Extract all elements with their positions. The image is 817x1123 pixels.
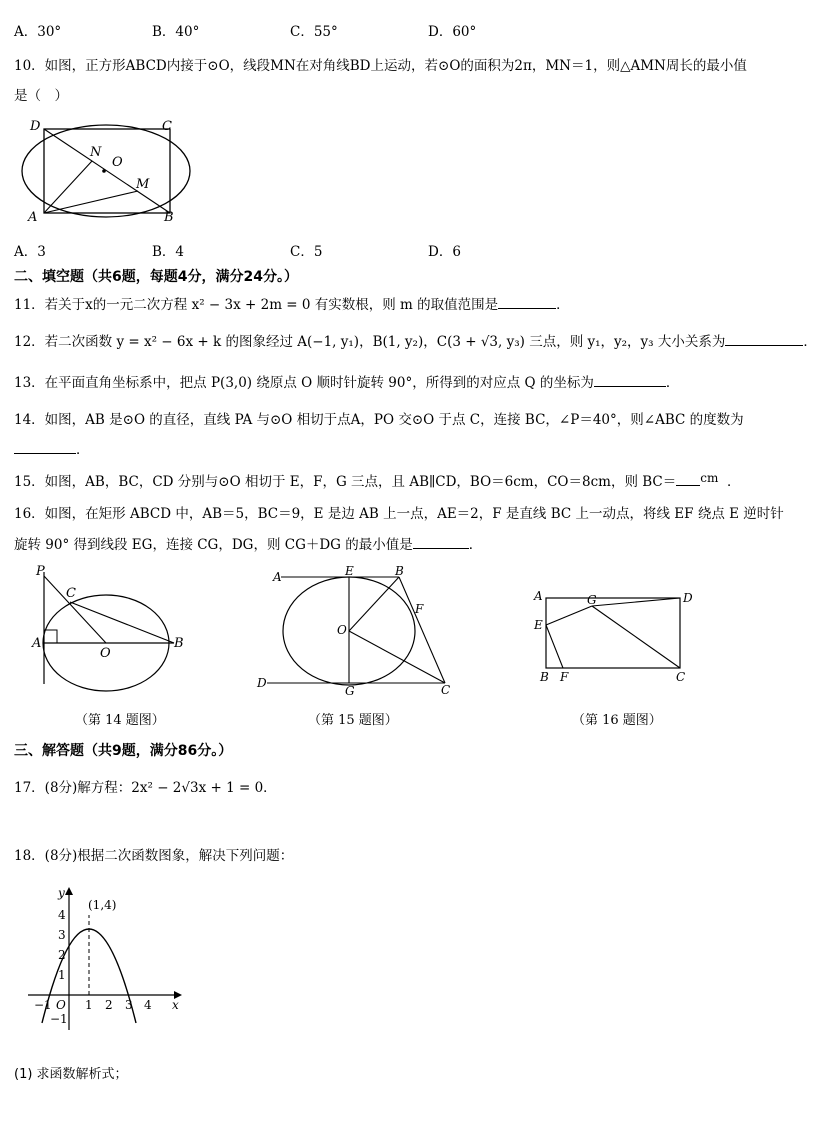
q9-option-b: B．40°	[152, 24, 200, 40]
q10-circle	[22, 125, 190, 217]
q17: 17．(8分)解方程：2x² − 2√3x + 1 = 0．	[14, 780, 277, 796]
fig14-right-angle	[44, 630, 57, 643]
q16-end: ．	[468, 537, 483, 553]
graph-x-axis-label: x	[172, 998, 179, 1012]
fig14-label-p: P	[36, 564, 45, 579]
fig16-label-g: G	[587, 593, 597, 607]
graph-x-tick: 3	[125, 998, 133, 1012]
q10-label-n: N	[90, 145, 102, 160]
q13	[14, 371, 679, 391]
fig15-label-c: C	[441, 683, 451, 697]
fig15-label-g: G	[345, 684, 355, 698]
q10-line2: 是（ ）	[14, 88, 68, 104]
q12-end: ．	[803, 334, 817, 350]
q15-unit: cm	[700, 471, 719, 485]
fig16-line-gc	[592, 606, 680, 668]
q9-options	[14, 20, 774, 40]
fig15	[255, 564, 455, 698]
fig14-caption: （第 14 题图）	[75, 713, 165, 728]
q13-answer-blank[interactable]	[594, 374, 666, 387]
q10-label-o: O	[112, 155, 123, 170]
fig16-label-e: E	[534, 618, 543, 632]
fig16-line-eg	[546, 606, 592, 625]
q18-graph	[20, 885, 190, 1035]
q13-end: ．	[665, 375, 680, 391]
q10-diagonal-bd	[44, 129, 170, 213]
fig16-label-b: B	[540, 670, 549, 684]
fig15-line-oc	[349, 631, 445, 683]
q16-line2	[14, 533, 482, 553]
fig16-label-a: A	[534, 589, 543, 603]
q9-option-a: A．30°	[14, 24, 62, 40]
q11	[14, 293, 570, 313]
section-3-heading: 三、解答题（共9题，满分86分。）	[14, 743, 233, 759]
graph-vertex-label: (1,4)	[88, 898, 117, 912]
fig15-label-b: B	[395, 564, 404, 578]
q12-text: 12．若二次函数 y = x² − 6x + k 的图象经过 A(−1, y₁)，B(1, y₂)，C(3 + √3, y₃) 三点，则 y₁，y₂，y₃ 大小关系为	[14, 334, 726, 350]
fig16	[530, 588, 710, 688]
fig15-label-f: F	[415, 602, 424, 616]
q10-label-m: M	[136, 177, 150, 192]
q18: 18．(8分)根据二次函数图象，解决下列问题：	[14, 848, 294, 864]
q10-label-d: D	[30, 119, 41, 134]
fig16-line-gd	[592, 598, 680, 606]
fig15-label-d: D	[257, 676, 267, 690]
fig16-label-c: C	[676, 670, 686, 684]
graph-y-tick: 3	[58, 928, 66, 942]
q12	[14, 330, 817, 350]
fig15-label-a: A	[273, 570, 282, 584]
fig15-label-o: O	[337, 623, 347, 637]
graph-y-axis-label: y	[58, 886, 65, 900]
q14-answer-blank[interactable]	[14, 441, 76, 454]
q16-text: 旋转 90° 得到线段 EG，连接 CG，DG，则 CG＋DG 的最小值是	[14, 537, 413, 553]
graph-x-tick: O	[56, 998, 66, 1012]
graph-x-tick: −1	[34, 998, 52, 1012]
q11-answer-blank[interactable]	[498, 296, 556, 309]
q18-part-1: (1) 求函数解析式；	[14, 1067, 128, 1082]
q10-option-d: D．6	[428, 244, 461, 260]
q10-segment-an	[44, 161, 92, 213]
fig16-caption: （第 16 题图）	[572, 713, 662, 728]
fig14-label-a: A	[32, 636, 42, 651]
q9-option-d: D．60°	[428, 24, 477, 40]
q10-option-b: B．4	[152, 244, 185, 260]
q13-text: 13．在平面直角坐标系中，把点 P(3,0) 绕原点 O 顺时针旋转 90°，所得到的对应点 Q 的坐标为	[14, 375, 594, 391]
q15-text: 15．如图，AB，BC，CD 分别与⊙O 相切于 E，F，G 三点，且 AB∥CD，BO＝6cm，CO＝8cm，则 BC＝	[14, 474, 677, 490]
q10-figure	[20, 116, 220, 226]
graph-y-tick: −1	[50, 1012, 68, 1026]
graph-x-tick: 4	[144, 998, 152, 1012]
section-2-heading: 二、填空题（共6题，每题4分，满分24分。）	[14, 269, 298, 285]
graph-y-tick: 1	[58, 968, 66, 982]
fig15-label-e: E	[345, 564, 354, 578]
fig16-line-ef	[546, 625, 563, 668]
q10-options	[14, 240, 774, 260]
q12-answer-blank[interactable]	[725, 333, 803, 346]
q10-label-a: A	[28, 210, 38, 225]
q10-line1: 10．如图，正方形ABCD内接于⊙O，线段MN在对角线BD上运动，若⊙O的面积为2π，MN＝1，则△AMN周长的最小值	[14, 58, 747, 74]
fig14-label-o: O	[100, 646, 111, 661]
fig14-label-b: B	[174, 636, 184, 651]
q10-label-c: C	[162, 119, 172, 134]
q16-line1: 16．如图，在矩形 ABCD 中，AB＝5，BC＝9，E 是边 AB 上一点，AE＝2，F 是直线 BC 上一动点，将线 EF 绕点 E 逆时针	[14, 506, 784, 522]
graph-x-tick: 2	[105, 998, 113, 1012]
q16-answer-blank[interactable]	[413, 536, 469, 549]
fig14-label-c: C	[66, 586, 76, 601]
q10-center-dot	[102, 169, 106, 173]
fig16-label-d: D	[683, 591, 693, 605]
fig16-label-f: F	[560, 670, 569, 684]
q10-option-a: A．3	[14, 244, 46, 260]
fig16-rectangle	[546, 598, 680, 668]
graph-x-tick: 1	[85, 998, 93, 1012]
q9-option-c: C．55°	[290, 24, 338, 40]
fig15-line-bc	[399, 577, 445, 683]
q10-option-c: C．5	[290, 244, 323, 260]
q11-end: ．	[556, 297, 570, 313]
graph-y-tick: 2	[58, 948, 66, 962]
q15-answer-blank[interactable]	[676, 473, 700, 486]
q14-end: ．	[76, 442, 90, 458]
q14-line2	[14, 438, 90, 458]
fig14	[30, 562, 200, 692]
q15-end: ．	[726, 474, 741, 490]
graph-y-tick: 4	[58, 908, 66, 922]
q15	[14, 470, 740, 490]
q10-segment-am	[44, 191, 138, 213]
q10-label-b: B	[164, 210, 174, 225]
q14-line1: 14．如图，AB 是⊙O 的直径，直线 PA 与⊙O 相切于点A，PO 交⊙O 于点 C，连接 BC，∠P＝40°，则∠ABC 的度数为	[14, 412, 744, 428]
q11-text: 11．若关于x的一元二次方程 x² − 3x + 2m = 0 有实数根，则 m 的取值范围是	[14, 297, 499, 313]
fig15-caption: （第 15 题图）	[308, 713, 398, 728]
fig15-line-ob	[349, 577, 399, 631]
graph-y-arrow	[65, 887, 73, 895]
fig14-line-cb	[70, 602, 174, 643]
